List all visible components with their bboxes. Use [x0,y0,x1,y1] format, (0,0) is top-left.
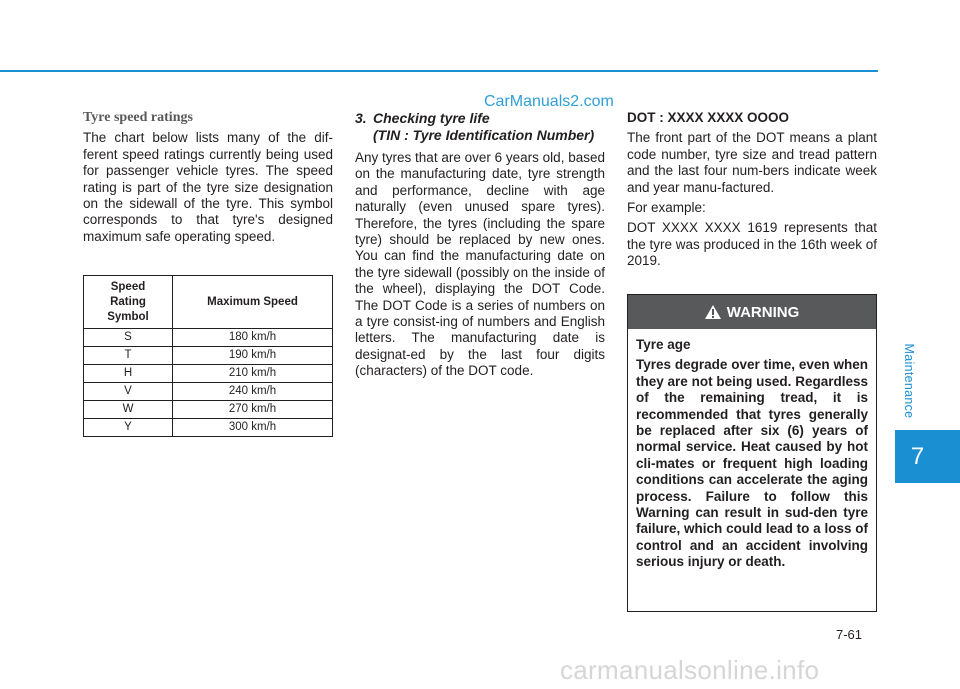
header-maximum-speed: Maximum Speed [173,276,333,329]
warning-title: WARNING [726,303,800,321]
table-row [84,365,333,383]
warning-body [628,329,876,571]
header-speed-rating-symbol [84,276,173,329]
symbol-cell: Y [84,419,173,437]
speed-cell: 180 km/h [173,329,333,347]
warning-subtitle: Tyre age [636,337,691,352]
table-row [84,347,333,365]
speed-cell: 240 km/h [173,383,333,401]
watermark: CarManuals2.com [484,93,614,110]
column-speed-ratings [83,110,333,249]
heading-line-2: (TIN : Tyre Identification Number) [373,127,595,143]
symbol-cell: H [84,365,173,383]
table-header-row [84,276,333,329]
speed-cell: 270 km/h [173,401,333,419]
section-side-label [897,340,921,430]
chapter-number: 7 [910,442,925,470]
dot-example-label: For example: [627,200,706,216]
page-number: 7-61 [836,627,863,642]
chapter-tab [895,430,960,483]
warning-text: Tyres degrade over time, even when they are not being used. Regardless of the remaining tread, it is recommended that tyres generally be replaced after six (6) years of normal service. Heat caused by hot cli-mates or frequent high loading conditions can accelerate the aging process. Failure to follow this Warning can result in sud-den tyre failure, which could lead to a loss of control and an accident involving serious injury or death. [636,357,868,570]
dot-format-line: DOT : XXXX XXXX OOOO [627,110,790,125]
speed-ratings-heading: Tyre speed ratings [83,110,193,125]
column-tyre-life [355,110,605,384]
warning-triangle-icon [705,305,721,319]
warning-header [628,295,876,329]
symbol-cell: V [84,383,173,401]
tyre-life-heading [355,110,605,144]
heading-line-1: Checking tyre life [373,110,490,126]
symbol-cell: T [84,347,173,365]
table-row [84,401,333,419]
tyre-life-body: Any tyres that are over 6 years old, based on the manufacturing date, tyre strength and performance, decline with age naturally (even unused spare tyres). Therefore, the tyres (including the spare tyre) should be replaced by new ones. You can find the manufacturing date on the tyre sidewall (possibly on the inside of the wheel), displaying the DOT Code. The DOT Code is a series of numbers on a tyre consist-ing of numbers and English letters. The manufacturing date is designat-ed by the last four digits (characters) of the DOT code. [355,150,605,379]
footer-watermark: carmanualsonline.info [560,655,820,685]
header-speed-rating-symbol-text: Speed Rating Symbol [107,280,149,323]
speed-cell: 190 km/h [173,347,333,365]
speed-cell: 300 km/h [173,419,333,437]
warning-box [627,294,877,612]
dot-explanation: The front part of the DOT means a plant code number, tyre size and tread pattern and the last four num-bers indicate week and year manu-factured. [627,130,877,195]
table-row [84,383,333,401]
symbol-cell: S [84,329,173,347]
speed-ratings-body: The chart below lists many of the dif-ferent speed ratings currently being used for passenger vehicle tyres. The speed rating is part of the tyre size designation on the sidewall of the tyre. This symbol corresponds to that tyre's designed maximum safe operating speed. [83,130,333,244]
speed-cell: 210 km/h [173,365,333,383]
section-number: 3. [355,110,367,126]
section-name: Maintenance [902,343,916,419]
table-row [84,419,333,437]
speed-rating-table [83,275,333,437]
header-rule [0,70,878,72]
dot-example: DOT XXXX XXXX 1619 represents that the tyre was produced in the 16th week of 2019. [627,220,877,269]
table-row [84,329,333,347]
symbol-cell: W [84,401,173,419]
column-dot-code [627,110,877,274]
